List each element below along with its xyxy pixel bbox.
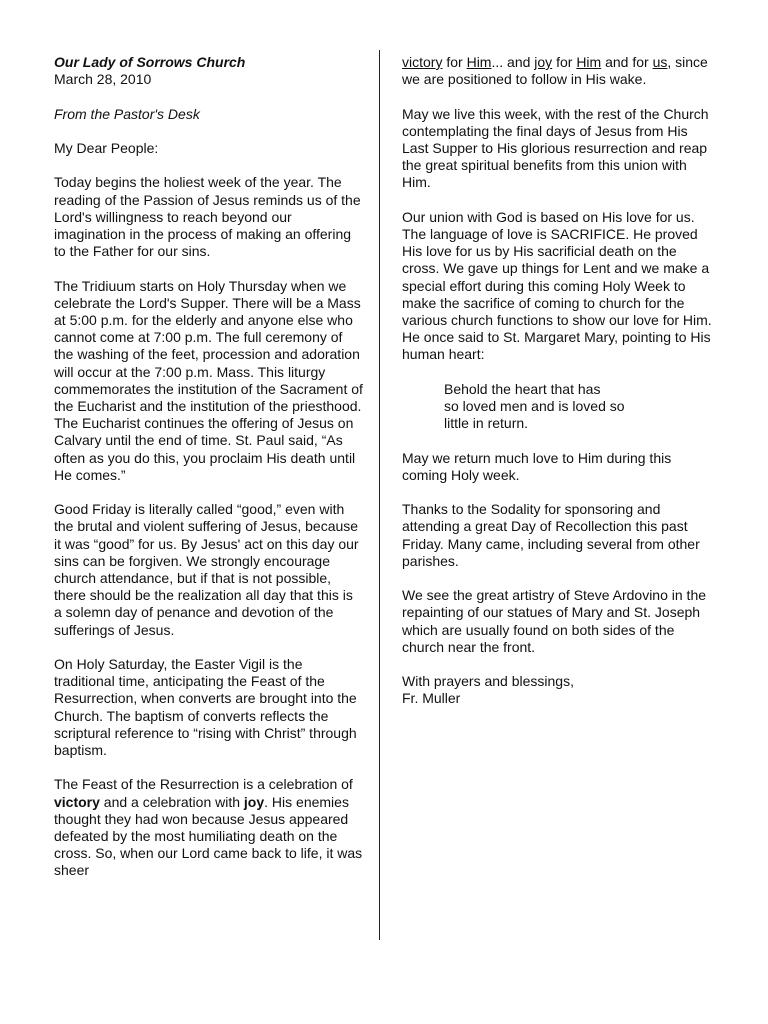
bold-word-victory: victory xyxy=(54,793,100,810)
bold-word-joy: joy xyxy=(243,793,265,810)
text-segment: for xyxy=(552,54,577,70)
quote-line: so loved men and is loved so xyxy=(444,398,625,415)
underlined-us: us xyxy=(652,54,668,70)
left-column xyxy=(54,54,364,897)
underlined-joy: joy xyxy=(534,54,553,70)
quote-line: Behold the heart that has xyxy=(444,380,601,397)
paragraph-live-this-week: May we live this week, with the rest of the Church contemplating the final days of Jesus from His Last Supper to His glorious resurrection and reap the great spiritual benefits from this union with Him. xyxy=(402,105,709,191)
section-heading: From the Pastor's Desk xyxy=(54,105,200,122)
signature-name: Fr. Muller xyxy=(402,690,461,707)
greeting: My Dear People: xyxy=(54,139,159,156)
paragraph-holy-week: Today begins the holiest week of the year. The reading of the Passion of Jesus reminds us of the Lord's willingness to reach beyond our imagination in the process of making an offering to the Father for our sins. xyxy=(54,174,361,260)
right-column xyxy=(402,54,714,708)
paragraph-victory-joy xyxy=(402,54,714,88)
text-segment: The Feast of the Resurrection is a celebration of xyxy=(54,776,353,793)
text-segment: , since we are positioned to follow in His wake. xyxy=(402,54,708,88)
text-segment: and a celebration with xyxy=(99,793,244,810)
closing-line: With prayers and blessings, xyxy=(402,673,574,690)
underlined-him: Him xyxy=(466,54,492,70)
paragraph-return-love: May we return much love to Him during this coming Holy week. xyxy=(402,449,672,483)
text-segment: ... and xyxy=(491,54,535,70)
text-segment: . His enemies thought they had won because Jesus appeared defeated by the most humiliating death on the cross. So, when our Lord came back to life, it was sheer xyxy=(54,793,363,879)
column-divider xyxy=(379,50,380,940)
underlined-him: Him xyxy=(576,54,602,70)
underlined-victory: victory xyxy=(402,54,443,70)
text-segment: for xyxy=(442,54,467,70)
text-segment: and for xyxy=(601,54,653,70)
quote-block xyxy=(402,381,714,433)
paragraph-holy-thursday: The Tridiuum starts on Holy Thursday when we celebrate the Lord's Supper. There will be a Mass at 5:00 p.m. for the elderly and anyone else who cannot come at 7:00 p.m. The full ceremony of the washing of the feet, procession and adoration will occur at the 7:00 p.m. Mass. This liturgy commemorates the institution of the Sacrament of the Eucharist and the institution of the priesthood. The Eucharist continues the offering of Jesus on Calvary until the end of time. St. Paul said, “As often as you do this, you proclaim His death until He comes.” xyxy=(54,277,363,483)
church-name: Our Lady of Sorrows Church xyxy=(54,54,246,70)
paragraph-sacrifice: Our union with God is based on His love for us. The language of love is SACRIFICE. He proved His love for us by His sacrificial death on the cross. We gave up things for Lent and we make a special effort during this coming Holy Week to make the sacrifice of coming to church for the various church functions to show our love for Him. He once said to St. Margaret Mary, pointing to His human heart: xyxy=(402,208,712,363)
quote-line: little in return. xyxy=(444,415,529,432)
paragraph-holy-saturday: On Holy Saturday, the Easter Vigil is the traditional time, anticipating the Feast of the Resurrection, when converts are brought into the Church. The baptism of converts reflects the scriptural reference to “rising with Christ” through baptism. xyxy=(54,656,357,759)
paragraph-good-friday: Good Friday is literally called “good,” even with the brutal and violent suffering of Jesus, because it was “good” for us. By Jesus' act on this day our sins can be forgiven. We strongly encourage church attendance, but if that is not possible, there should be the realization all day that this is a solemn day of penance and devotion of the sufferings of Jesus. xyxy=(54,501,359,638)
bulletin-date: March 28, 2010 xyxy=(54,71,152,88)
paragraph-resurrection xyxy=(54,776,364,879)
paragraph-sodality: Thanks to the Sodality for sponsoring and attending a great Day of Recollection this past Friday. Many came, including several from other parishes. xyxy=(402,501,700,569)
paragraph-artistry: We see the great artistry of Steve Ardovino in the repainting of our statues of Mary and St. Joseph which are usually found on both sides of the church near the front. xyxy=(402,587,707,655)
signature-block xyxy=(402,673,714,707)
